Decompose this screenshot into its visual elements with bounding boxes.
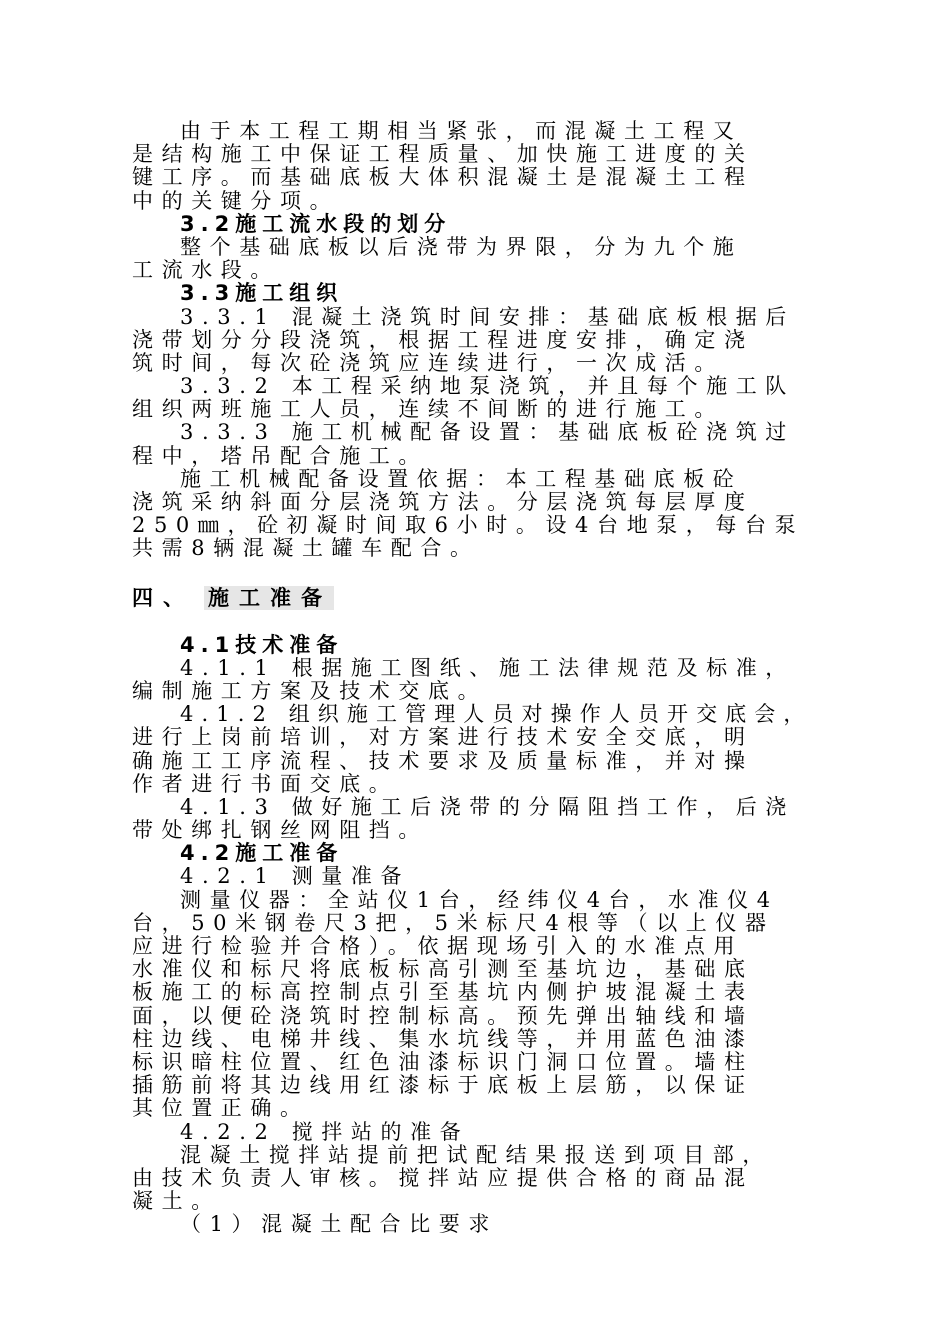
paragraph-4-1-2	[132, 703, 822, 796]
heading-3-2: 3.2施工流水段的划分	[180, 211, 452, 236]
text-line: 确施工工序流程、技术要求及质量标准，并对操	[132, 748, 754, 773]
text-line: 3.3.3 施工机械配备设置：基础底板砼浇筑过	[180, 420, 795, 445]
section-title: 施工准备	[204, 586, 334, 610]
paragraph-3-1-intro	[132, 120, 822, 213]
text-line: 编制施工方案及技术交底。	[132, 678, 488, 703]
paragraph-3-2	[132, 236, 822, 282]
text-line: 进行上岗前培训，对方案进行技术安全交底，明	[132, 725, 754, 750]
text-line: 混凝土搅拌站提前把试配结果报送到项目部，	[180, 1142, 772, 1167]
text-line: 浇带划分分段浇筑，根据工程进度安排，确定浇	[132, 327, 754, 352]
text-line: 共需8辆混凝土罐车配合。	[132, 536, 480, 561]
text-line: 中的关键分项。	[132, 188, 340, 213]
text-line: 组织两班施工人员，连续不间断的进行施工。	[132, 397, 724, 422]
text-line: 4.1.1 根据施工图纸、施工法律规范及标准，	[180, 655, 795, 680]
text-line: 由于本工程工期相当紧张，而混凝土工程又	[180, 119, 743, 143]
heading-4-2: 4.2施工准备	[180, 841, 344, 866]
text-line: 应进行检验并合格）。依据现场引入的水准点用	[132, 934, 744, 958]
text-line: 标识暗柱位置、红色油漆标识门洞口位置。墙柱	[132, 1049, 754, 1074]
text-line: 作者进行书面交底。	[132, 771, 399, 796]
paragraph-4-1-3	[132, 796, 822, 842]
text-line: 柱边线、电梯井线、集水坑线等，并用蓝色油漆	[132, 1026, 754, 1051]
paragraph-3-3-3	[132, 421, 822, 467]
paragraph-4-2-2	[132, 1144, 822, 1214]
heading-4-2-1: 4.2.1 测量准备	[180, 864, 411, 889]
text-line: 3.3.1 混凝土浇筑时间安排：基础底板根据后	[180, 304, 795, 329]
text-line: 测量仪器：全站仪1台，经纬仪4台，水准仪4	[180, 887, 779, 912]
text-line: 凝土。	[132, 1189, 221, 1214]
text-line: 台，50米钢卷尺3把，5米标尺4根等（以上仪器	[132, 910, 775, 935]
text-line: 整个基础底板以后浇带为界限，分为九个施	[180, 234, 743, 259]
text-line: 板施工的标高控制点引至基坑内侧护坡混凝土表	[132, 980, 754, 1005]
paragraph-3-3-2	[132, 375, 822, 421]
text-line: 筑时间，每次砼浇筑应连续进行，一次成活。	[132, 350, 724, 375]
heading-3-3: 3.3施工组织	[180, 281, 344, 306]
text-line: 浇筑采纳斜面分层浇筑方法。分层浇筑每层厚度	[132, 490, 754, 514]
text-line: 施工机械配备设置依据：本工程基础底板砼	[180, 466, 743, 491]
paragraph-4-2-1	[132, 889, 822, 1121]
heading-4-1: 4.1技术准备	[180, 632, 344, 657]
section-number: 四、	[132, 585, 194, 610]
text-line: 程中，塔吊配合施工。	[132, 443, 428, 468]
text-line: 键工序。而基础底板大体积混凝土是混凝土工程	[132, 165, 754, 190]
text-line: 其位置正确。	[132, 1096, 310, 1121]
heading-4-2-2: 4.2.2 搅拌站的准备	[180, 1119, 470, 1144]
paragraph-3-3-1	[132, 306, 822, 376]
text-line: 面，以便砼浇筑时控制标高。预先弹出轴线和墙	[132, 1003, 754, 1028]
text-line: 4.1.2 组织施工管理人员对操作人员开交底会，	[180, 702, 813, 727]
paragraph-machinery-basis	[132, 468, 822, 561]
text-line: 工流水段。	[132, 258, 280, 283]
text-line: 250㎜，砼初凝时间取6小时。设4台地泵，每台泵	[132, 513, 805, 538]
text-line: 插筋前将其边线用红漆标于底板上层筋，以保证	[132, 1073, 754, 1098]
text-line: 3.3.2 本工程采纳地泵浇筑，并且每个施工队	[180, 374, 795, 399]
text-line: 是结构施工中保证工程质量、加快施工进度的关	[132, 142, 754, 167]
paragraph-4-1-1	[132, 657, 822, 703]
document-page	[132, 120, 822, 1236]
text-line: 带处绑扎钢丝网阻挡。	[132, 818, 428, 843]
list-item-1: （1）混凝土配合比要求	[180, 1212, 498, 1237]
section-heading-4	[132, 585, 822, 611]
text-line: 4.1.3 做好施工后浇带的分隔阻挡工作，后浇	[180, 794, 795, 819]
text-line: 由技术负责人审核。搅拌站应提供合格的商品混	[132, 1165, 754, 1190]
text-line: 水准仪和标尺将底板标高引测至基坑边，基础底	[132, 957, 754, 982]
